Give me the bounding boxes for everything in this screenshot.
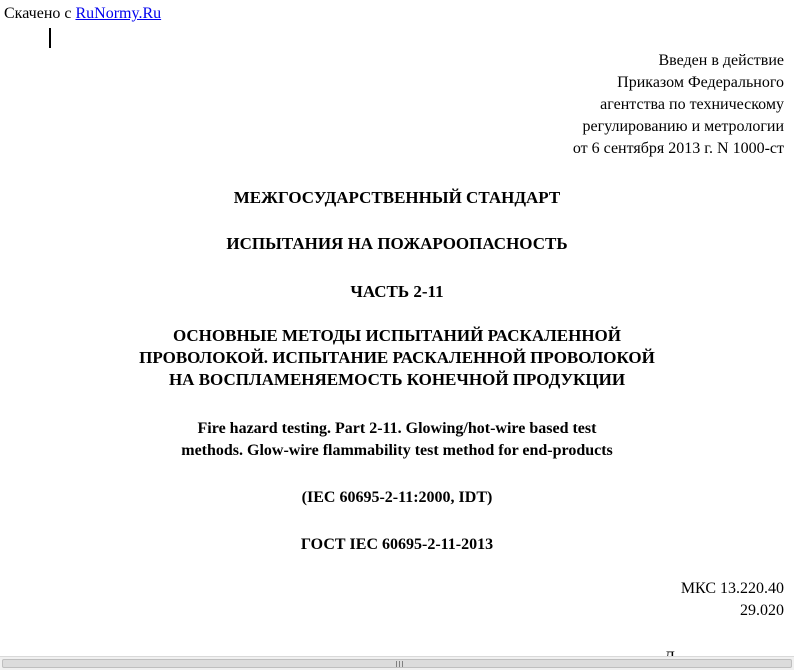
source-prefix: Скачено с: [4, 5, 76, 22]
mks-line: МКС 13.220.40: [680, 580, 784, 597]
source-link[interactable]: RuNormy.Ru: [75, 5, 162, 22]
iec-reference: (IEC 60695-2-11:2000, IDT): [301, 489, 493, 506]
scrollbar-thumb[interactable]: [2, 659, 792, 668]
source-line: [4, 4, 161, 24]
gost-reference: ГОСТ IEC 60695-2-11-2013: [300, 536, 494, 553]
standard-title-heading: ИСПЫТАНИЯ НА ПОЖАРООПАСНОСТЬ: [226, 234, 568, 253]
approval-line: Приказом Федерального: [617, 74, 784, 91]
standard-subtitle: [0, 325, 794, 391]
approval-block: [573, 50, 784, 160]
subtitle-line: НА ВОСПЛАМЕНЯЕМОСТЬ КОНЕЧНОЙ ПРОДУКЦИИ: [168, 370, 626, 389]
english-title: [0, 418, 794, 462]
english-title-line: Fire hazard testing. Part 2-11. Glowing/hot-wire based test: [197, 420, 597, 437]
standard-part-heading: ЧАСТЬ 2-11: [350, 282, 444, 301]
standard-type-heading: МЕЖГОСУДАРСТВЕННЫЙ СТАНДАРТ: [233, 188, 561, 207]
text-cursor: [49, 28, 51, 48]
approval-line: Введен в действие: [658, 52, 784, 69]
english-title-line: methods. Glow-wire flammability test method for end-products: [181, 442, 613, 459]
mks-codes: [681, 578, 784, 622]
grip-icon: [394, 661, 406, 667]
subtitle-line: ПРОВОЛОКОЙ. ИСПЫТАНИЕ РАСКАЛЕННОЙ ПРОВОЛОКОЙ: [139, 348, 655, 367]
mks-line: 29.020: [740, 602, 784, 619]
approval-line: от 6 сентября 2013 г. N 1000-ст: [572, 140, 784, 157]
approval-line: агентства по техническому: [600, 96, 784, 113]
horizontal-scrollbar[interactable]: [0, 656, 794, 670]
subtitle-line: ОСНОВНЫЕ МЕТОДЫ ИСПЫТАНИЙ РАСКАЛЕННОЙ: [172, 326, 622, 345]
approval-line: регулированию и метрологии: [582, 118, 784, 135]
